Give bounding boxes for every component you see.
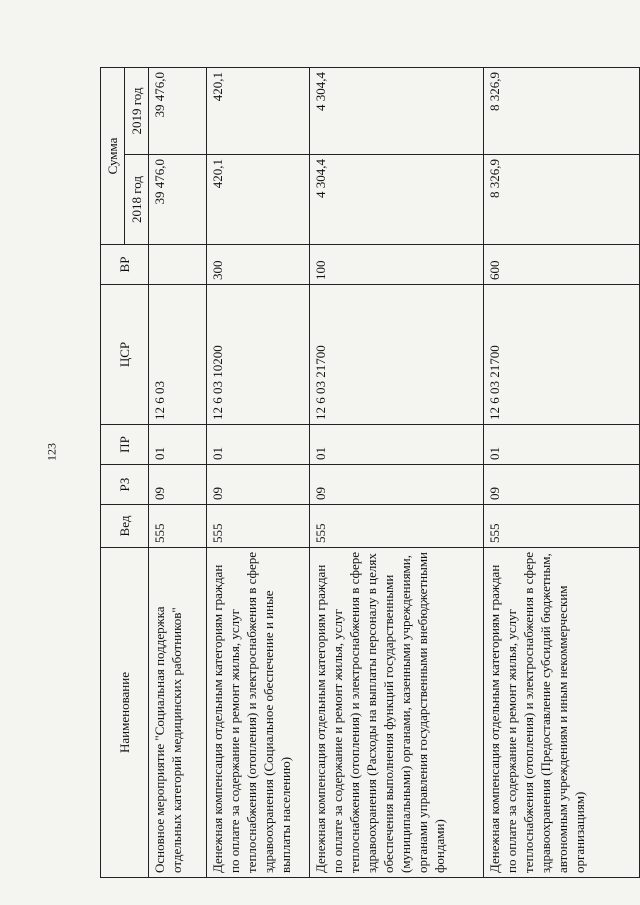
header-csr: ЦСР: [101, 285, 149, 425]
cell-2018: 8 326,9: [484, 155, 640, 245]
header-2019: 2019 год: [125, 68, 149, 155]
header-pr: ПР: [101, 425, 149, 465]
cell-csr: 12 6 03: [149, 285, 207, 425]
cell-2019: 39 476,0: [149, 68, 207, 155]
table-row: [207, 68, 310, 878]
cell-name: Денежная компенсация отдельным категориям граждан по оплате за содержание и ремонт жилья, услуг теплоснабжения (отопления) и электроснабжения в сфере здравоохранения (Предоставление субсидий бюджетным, автономным учреждениям и иным некоммерческим организациям): [484, 548, 640, 878]
cell-vr: 300: [207, 245, 310, 285]
cell-2018: 420,1: [207, 155, 310, 245]
header-2018: 2018 год: [125, 155, 149, 245]
cell-name: Основное мероприятие "Социальная поддержка отдельных категорий медицинских работников": [149, 548, 207, 878]
cell-rz: 09: [310, 465, 484, 505]
rotated-table-frame: [100, 68, 640, 878]
cell-vr: [149, 245, 207, 285]
header-row: [101, 68, 125, 878]
cell-2019: 420,1: [207, 68, 310, 155]
cell-ved: 555: [484, 505, 640, 548]
cell-pr: 01: [149, 425, 207, 465]
page-number: 123: [44, 443, 59, 461]
cell-pr: 01: [310, 425, 484, 465]
cell-2019: 8 326,9: [484, 68, 640, 155]
header-vr: ВР: [101, 245, 149, 285]
cell-rz: 09: [207, 465, 310, 505]
cell-csr: 12 6 03 21700: [310, 285, 484, 425]
cell-name: Денежная компенсация отдельным категориям граждан по оплате за содержание и ремонт жилья, услуг теплоснабжения (отопления) и электроснабжения в сфере здравоохранения (Расходы на выплаты персоналу в целях обеспечения выполнения функций государственными (муниципальными) органами, казенными учреждениями, органами управления государственными внебюджетными фондами): [310, 548, 484, 878]
cell-2018: 4 304,4: [310, 155, 484, 245]
cell-csr: 12 6 03 21700: [484, 285, 640, 425]
cell-csr: 12 6 03 10200: [207, 285, 310, 425]
cell-ved: 555: [207, 505, 310, 548]
header-rz: РЗ: [101, 465, 149, 505]
cell-pr: 01: [484, 425, 640, 465]
cell-rz: 09: [149, 465, 207, 505]
table-row: [310, 68, 484, 878]
cell-pr: 01: [207, 425, 310, 465]
cell-name: Денежная компенсация отдельным категориям граждан по оплате за содержание и ремонт жилья, услуг теплоснабжения (отопления) и электроснабжения в сфере здравоохранения (Социальное обеспечение и иные выплаты населению): [207, 548, 310, 878]
cell-rz: 09: [484, 465, 640, 505]
cell-2018: 39 476,0: [149, 155, 207, 245]
budget-table: [100, 67, 640, 878]
cell-ved: 555: [149, 505, 207, 548]
cell-vr: 100: [310, 245, 484, 285]
table-row: [484, 68, 640, 878]
cell-ved: 555: [310, 505, 484, 548]
table-row: [149, 68, 207, 878]
header-name: Наименование: [101, 548, 149, 878]
header-ved: Вед: [101, 505, 149, 548]
header-sum: Сумма: [101, 68, 125, 245]
cell-vr: 600: [484, 245, 640, 285]
cell-2019: 4 304,4: [310, 68, 484, 155]
